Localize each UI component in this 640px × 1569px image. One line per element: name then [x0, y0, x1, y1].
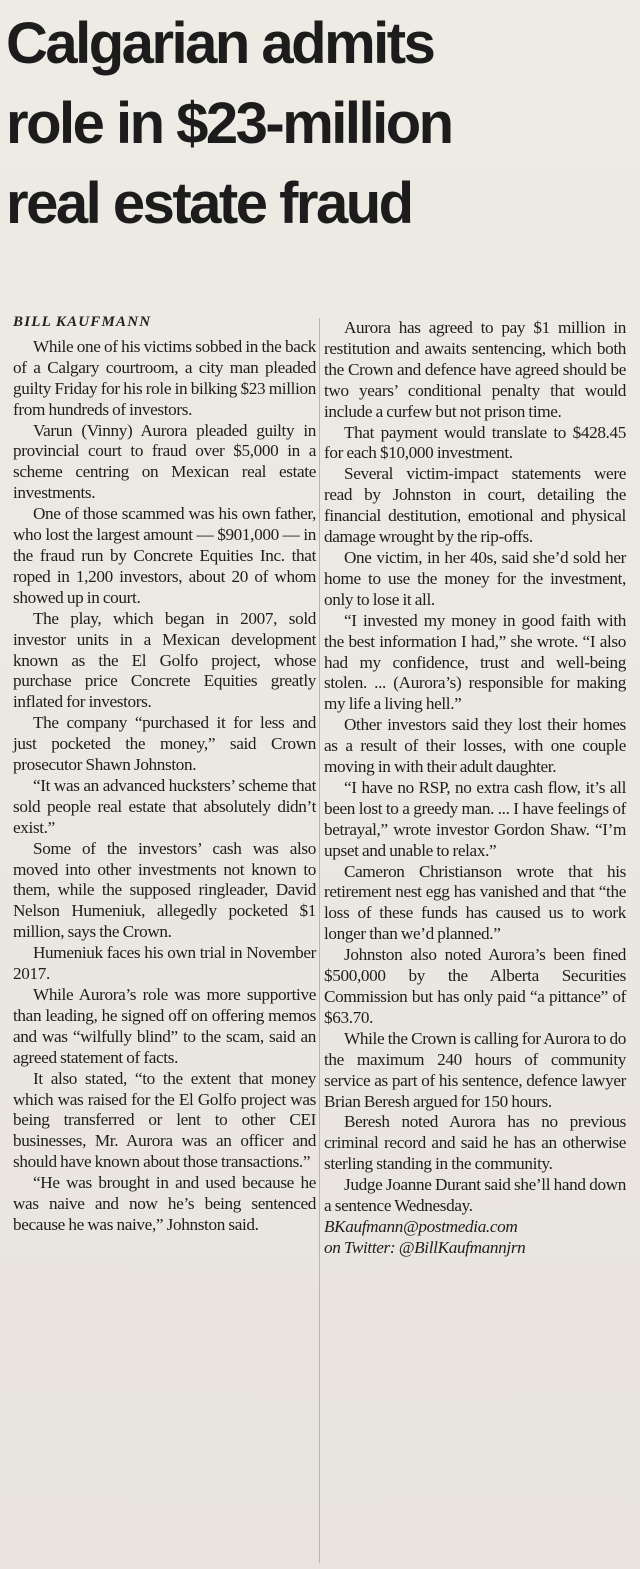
paragraph: “It was an advanced hucksters’ scheme that sold people real estate that absolutely didn’t exist.” — [13, 775, 316, 837]
paragraph: Beresh noted Aurora has no previous criminal record and said he has an otherwise sterling standing in the community. — [324, 1112, 626, 1174]
paragraph: Varun (Vinny) Aurora pleaded guilty in provincial court to fraud over $5,000 in a scheme centring on Mexican real estate investments. — [13, 420, 316, 503]
paragraph: “I have no RSP, no extra cash flow, it’s all been lost to a greedy man. ... I have feelings of betrayal,” wrote investor Gordon Shaw. “I’m upset and unable to relax.” — [324, 777, 626, 860]
paragraph: The play, which began in 2007, sold investor units in a Mexican development known as the El Golfo project, whose purchase price Concrete Equities greatly inflated for investors. — [13, 608, 316, 712]
paragraph: Some of the investors’ cash was also moved into other investments not known to them, while the supposed ringleader, David Nelson Humeniuk, allegedly pocketed $1 million, says the Crown. — [13, 838, 316, 942]
paragraph: One of those scammed was his own father, who lost the largest amount — $901,000 — in the fraud run by Concrete Equities Inc. that roped in 1,200 investors, about 20 of whom showed up in court. — [13, 504, 316, 607]
paragraph: Cameron Christianson wrote that his retirement nest egg has vanished and that “the loss of these funds has caused us to work longer than we’d planned.” — [324, 861, 626, 944]
paragraph: Judge Joanne Durant said she’ll hand down a sentence Wednesday. — [324, 1175, 626, 1216]
paragraph: That payment would translate to $428.45 for each $10,000 investment. — [324, 422, 626, 463]
author-twitter: on Twitter: @BillKaufmannjrn — [324, 1237, 526, 1257]
paragraph: Aurora has agreed to pay $1 million in restitution and awaits sentencing, which both the Crown and defence have agreed should be two years’ conditional penalty that would include a curfew but not prison time. — [324, 318, 626, 421]
paragraph: Several victim-impact statements were read by Johnston in court, detailing the financial destitution, emotional and physical damage wrought by the rip-offs. — [324, 464, 626, 547]
paragraph: While the Crown is calling for Aurora to do the maximum 240 hours of community service as part of his sentence, defence lawyer Brian Beresh argued for 150 hours. — [324, 1028, 626, 1111]
headline-line-1: Calgarian admits — [6, 11, 434, 76]
paragraph: It also stated, “to the extent that money which was raised for the El Golfo project was being transferred or lent to other CEI businesses, Mr. Aurora was an officer and should have known about those transactions.” — [13, 1068, 316, 1172]
paragraph: “I invested my money in good faith with the best information I had,” she wrote. “I also had my confidence, trust and well-being stolen. ... (Aurora’s) responsible for making my life a living hell.” — [324, 610, 626, 714]
column-divider — [319, 318, 320, 1563]
headline-line-3: real estate fraud — [6, 171, 412, 236]
headline — [6, 4, 636, 244]
byline: BILL KAUFMANN — [13, 314, 152, 330]
article-column-right — [324, 318, 626, 1259]
article-column-left — [13, 312, 316, 1236]
paragraph: Johnston also noted Aurora’s been fined $500,000 by the Alberta Securities Commission but has only paid “a pittance” of $63.70. — [324, 945, 626, 1027]
author-email: BKaufmann@postmedia.com — [324, 1216, 518, 1236]
paragraph: Humeniuk faces his own trial in November 2017. — [13, 943, 316, 984]
paragraph: “He was brought in and used because he was naive and now he’s being sentenced because he was naive,” Johnston said. — [13, 1173, 316, 1234]
paragraph: One victim, in her 40s, said she’d sold her home to use the money for the investment, only to lose it all. — [324, 547, 626, 609]
paragraph: The company “purchased it for less and just pocketed the money,” said Crown prosecutor Shawn Johnston. — [13, 713, 316, 775]
paragraph: While Aurora’s role was more supportive than leading, he signed off on offering memos and was “wilfully blind” to the scam, said an agreed statement of facts. — [13, 985, 316, 1067]
headline-line-2: role in $23-million — [6, 91, 452, 156]
paragraph: While one of his victims sobbed in the back of a Calgary courtroom, a city man pleaded guilty Friday for his role in bilking $23 million from hundreds of investors. — [13, 336, 316, 419]
paragraph: Other investors said they lost their homes as a result of their losses, with one couple moving in with their adult daughter. — [324, 715, 626, 777]
